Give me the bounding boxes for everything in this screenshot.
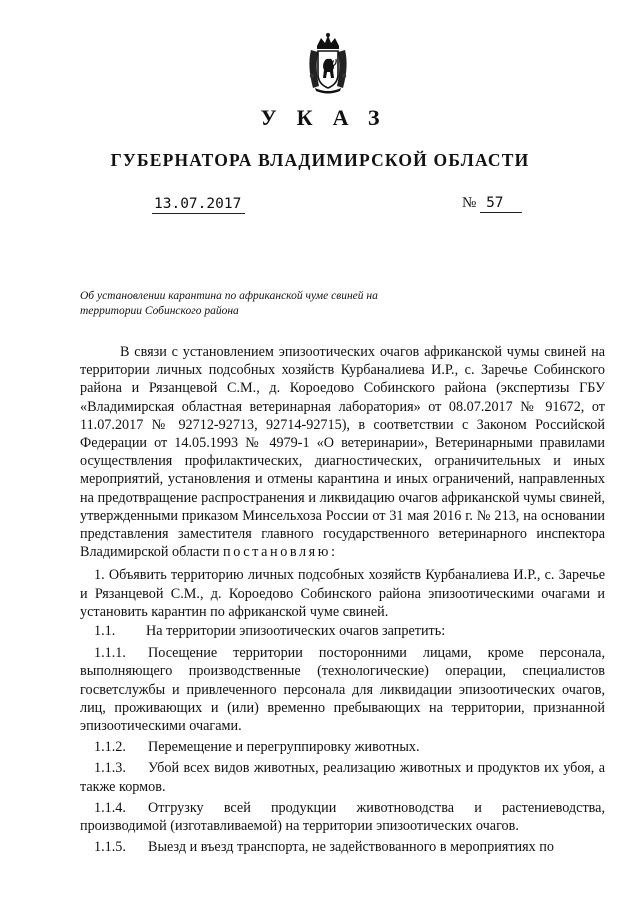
- item-text: На территории эпизоотических очагов запретить:: [146, 623, 446, 640]
- item-text: Отгрузку всей продукции животноводства и растениеводства, производимой (изготавливаемой) на территории эпизоотических очагов.: [80, 799, 605, 835]
- item-number: 1.1.4.: [94, 799, 126, 816]
- decree-subject: Об установлении карантина по африканской чуме свиней на территории Собинского района: [80, 290, 378, 317]
- preamble-text: В связи с установлением эпизоотических очагов африканской чумы свиней на территории личных подсобных хозяйств Курбаналиева И.Р., с. Заречье Собинского района и Рязанцевой С.М., д. Короедово Собинского района (экспертизы ГБУ «Владимирская областная ветеринарная лаборатория» от 08.07.2017 № 91672, от 11.07.2017 № 92712-92713, 92714-92715), в соответствии с Законом Российской Федерации от 14.05.1993 № 4979-1 «О ветеринарии», Ветеринарными правилами осуществления профилактических, диагностических, ограничительных и иных мероприятий, установления и отмены карантина и иных ограничений, направленных на предотвращение распространения и ликвидацию очагов африканской чумы свиней, утвержденными приказом Минсельхоза России от 31 мая 2016 г. № 213, на основании представления заместителя главного государственного ветеринарного инспектора Владимирской области: [80, 344, 605, 561]
- item-text: Убой всех видов животных, реализацию животных и продуктов их убоя, а также кормов.: [80, 760, 605, 795]
- number-label: №: [462, 195, 477, 211]
- list-item: [80, 799, 605, 835]
- decree-date: 13.07.2017: [152, 196, 245, 214]
- list-item: [80, 759, 605, 795]
- item-text: Выезд и въезд транспорта, не задействованного в мероприятиях по: [148, 839, 554, 856]
- decree-body: [80, 343, 605, 856]
- item-1-1-paragraph: [80, 622, 605, 640]
- item-number: 1.1.1.: [94, 645, 126, 662]
- item-number: 1.1.: [94, 623, 116, 640]
- list-item: [80, 838, 605, 856]
- list-item: [80, 644, 605, 735]
- coat-of-arms-icon: [303, 32, 353, 96]
- list-item: [80, 738, 605, 756]
- decree-word: постановляю:: [223, 544, 338, 561]
- decree-number: 57: [480, 194, 522, 213]
- preamble-paragraph: [80, 343, 605, 561]
- sub-items-list: [80, 644, 605, 856]
- item-number: 1.1.5.: [94, 839, 126, 856]
- issuer-title: ГУБЕРНАТОРА ВЛАДИМИРСКОЙ ОБЛАСТИ: [110, 150, 530, 170]
- item-number: 1.1.3.: [94, 760, 126, 777]
- decree-number-block: [462, 194, 522, 213]
- item-text: Посещение территории посторонними лицами, кроме персонала, выполняющего производственные (технологические) операции, специалистов госветслужбы и привлеченного персонала для ликвидации эпизоотических очагов, лиц, проживающих и (или) временно пребывающих на территории, признанной эпизоотическими очагами.: [80, 645, 605, 735]
- item-number: 1.1.2.: [94, 739, 126, 756]
- item-1-paragraph: 1. Объявить территорию личных подсобных хозяйств Курбаналиева И.Р., с. Заречье и Рязанцевой С.М., д. Короедово Собинского района эпизоотическими очагами и установить карантин по африканской чуме свиней.: [80, 567, 605, 620]
- document-type-title: УКАЗ: [260, 105, 400, 130]
- item-text: Перемещение и перегруппировку животных.: [148, 739, 420, 756]
